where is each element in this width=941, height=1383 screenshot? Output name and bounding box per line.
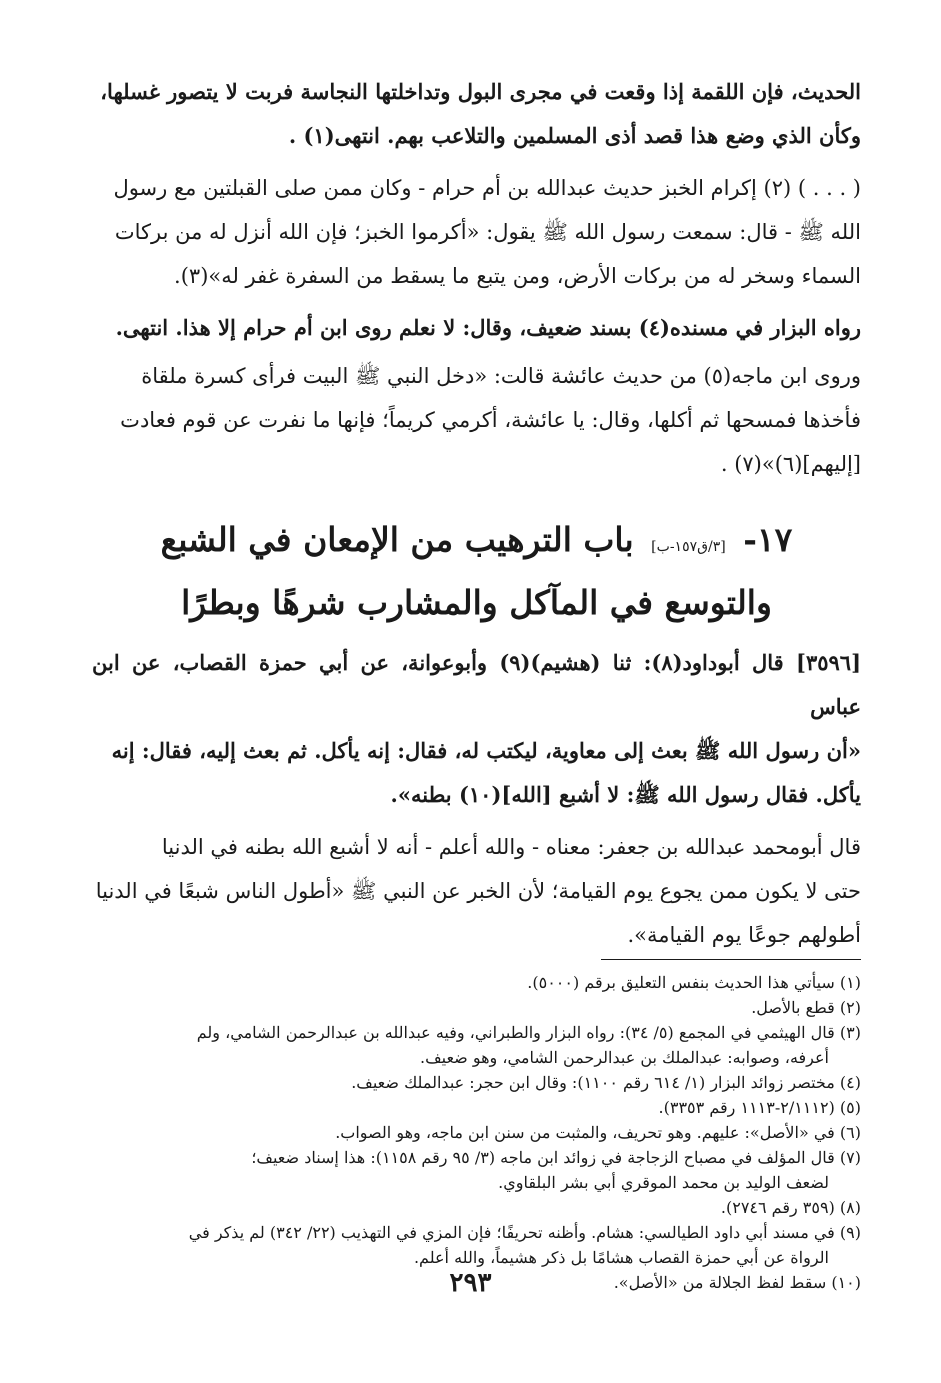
footnote-continuation: الرواة عن أبي حمزة القصاب هشامًا بل ذكر هشيماً، والله أعلم. [413, 1248, 829, 1267]
text-line: السماء وسخر له من بركات الأرض، ومن يتبع ما يسقط من السفرة غفر له»(٣). [174, 264, 861, 288]
footnote-continuation: أعرفه، وصوابه: عبدالملك بن عبدالرحمن الشامي، وهو ضعيف. [419, 1048, 829, 1067]
chapter-heading-line [92, 512, 861, 575]
footnote: (٥) (٢/١١١٢-١١١٣ رقم ٣٣٥٣). [658, 1098, 861, 1117]
chapter-title-line2: والتوسع في المآكل والمشارب شرهًا وبطرًا [181, 583, 772, 622]
footnote: (١) سيأتي هذا الحديث بنفس التعليق برقم (٥٠٠٠). [527, 973, 861, 992]
text-line: يأكل. فقال رسول الله ﷺ: لا أشبع [الله](١٠) بطنه». [390, 782, 861, 807]
text-line: «أن رسول الله ﷺ بعث إلى معاوية، ليكتب له، فقال: إنه يأكل. ثم بعث إليه، فقال: إنه [111, 738, 861, 763]
chapter-title-line1: باب الترهيب من الإمعان في الشبع [160, 520, 634, 559]
footnote: (٩) في مسند أبي داود الطيالسي: هشام. وأظنه تحريفًا؛ فإن المزي في التهذيب (٢٢/ ٣٤٢) لم يذكر في [188, 1223, 861, 1242]
chapter-heading [92, 512, 861, 631]
footnote: (٤) مختصر زوائد البزار (١/ ٦١٤ رقم ١١٠٠): وقال ابن حجر: عبدالملك ضعيف. [351, 1073, 861, 1092]
ibn-majah-paragraph [92, 354, 861, 486]
footnote: (٨) (٣٥٩ رقم ٢٧٤٦). [720, 1198, 861, 1217]
text-line: [٣٥٩٦] قال أبوداود(٨): ثنا (هشيم)(٩) وأبوعوانة، عن أبي حمزة القصاب، عن ابن عباس [92, 650, 861, 719]
footnote: (٦) في «الأصل»: عليهم. وهو تحريف، والمثبت من سنن ابن ماجه، وهو الصواب. [335, 1123, 861, 1142]
text-line: [إليهم](٦)»(٧) . [720, 452, 861, 476]
bread-hadith-paragraph [92, 166, 861, 298]
text-line: وكأن الذي وضع هذا قصد أذى المسلمين والتلاعب بهم. انتهى(١) . [288, 123, 861, 148]
top-paragraph [92, 70, 861, 158]
text-line: حتى لا يكون ممن يجوع يوم القيامة؛ لأن الخبر عن النبي ﷺ «أطول الناس شبعًا في الدنيا [95, 879, 861, 903]
page-number: ٢٩٣ [449, 1268, 492, 1298]
footnote: (٣) قال الهيثمي في المجمع (٥/ ٣٤): رواه البزار والطبراني، وفيه عبدالله بن عبدالرحمن الشامي، ولم [196, 1023, 861, 1042]
chapter-number: ١٧- [743, 520, 793, 559]
text-line: وروى ابن ماجه(٥) من حديث عائشة قالت: «دخل النبي ﷺ البيت فرأى كسرة ملقاة [141, 364, 861, 388]
manuscript-reference: [٣/ق١٥٧-ب] [651, 539, 726, 555]
commentary-paragraph [92, 825, 861, 957]
footnote: (٢) قطع بالأصل. [751, 998, 861, 1017]
footnotes [92, 970, 861, 1295]
footnote: (٧) قال المؤلف في مصباح الزجاجة في زوائد ابن ماجه (٣/ ٩٥ رقم ١١٥٨): هذا إسناد ضعيف؛ [251, 1148, 861, 1167]
text-line: فأخذها فمسحها ثم أكلها، وقال: يا عائشة، أكرمي كريماً؛ فإنها ما نفرت عن قوم فعادت [120, 408, 861, 432]
footnote-divider [601, 959, 861, 960]
text-line: الحديث، فإن اللقمة إذا وقعت في مجرى البول وتداخلتها النجاسة فربت لا يتصور غسلها، [100, 79, 861, 104]
text-line: الله ﷺ - قال: سمعت رسول الله ﷺ يقول: «أكرموا الخبز؛ فإن الله أنزل له من بركات [114, 220, 861, 244]
hadith-3596 [92, 641, 861, 817]
text-line: قال أبومحمد عبدالله بن جعفر: معناه - والله أعلم - أنه لا أشبع الله بطنه في الدنيا [161, 835, 861, 859]
footnote-continuation: لضعف الوليد بن محمد الموقري أبي بشر البلقاوي. [498, 1173, 829, 1192]
text-line: ( . . . ) (٢) إكرام الخبز حديث عبدالله بن أم حرام - وكان ممن صلى القبلتين مع رسول [113, 176, 861, 200]
text-line: أطولهم جوعًا يوم القيامة». [627, 923, 861, 947]
bazzar-paragraph [92, 306, 861, 350]
footnote: (١٠) سقط لفظ الجلالة من «الأصل». [613, 1273, 861, 1292]
text-line: رواه البزار في مسنده(٤) بسند ضعيف، وقال: لا نعلم روى ابن أم حرام إلا هذا. انتهى. [115, 315, 861, 340]
